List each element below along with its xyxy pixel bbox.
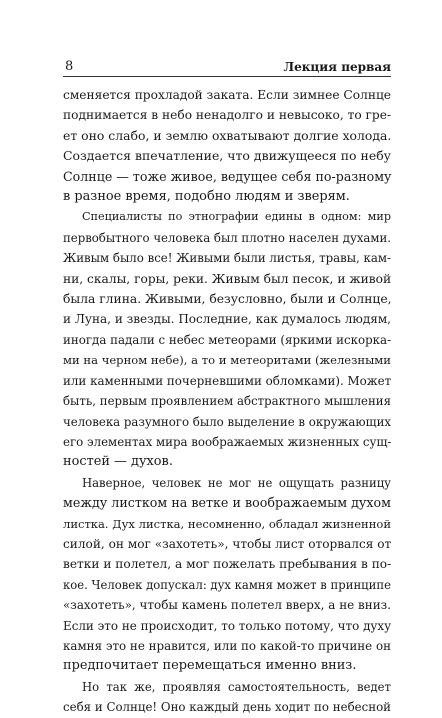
running-title: Лекция первая	[283, 60, 391, 74]
text-line: поднимается в небо ненадолго и невысоко, то гре-	[63, 108, 392, 123]
text-line: ми на черном небе), а то и метеоритами (железными	[63, 353, 391, 368]
text-line: человека разумного было выделение в окружающих	[63, 414, 392, 429]
text-line: его элементах мира воображаемых жизненных сущ-	[63, 434, 392, 449]
text-line: ни, скалы, горы, реки. Живым был песок, и живой	[63, 271, 392, 286]
page-header	[63, 58, 391, 77]
text-line: силой, он мог «захотеть», чтобы лист оторвался от	[63, 536, 392, 551]
text-line: листка. Дух листка, несомненно, обладал жизненной	[63, 516, 391, 531]
text-line: или каменными почерневшими обломками). Может	[63, 373, 392, 388]
text-line: Живым было все! Живыми были листья, травы, кам-	[63, 251, 391, 266]
text-line: «захотеть», чтобы камень полетел вверх, а не вниз.	[63, 598, 391, 613]
text-line: сменяется прохладой заката. Если зимнее Солнце	[63, 88, 391, 102]
text-line: Если это не происходит, то только потому, что духу	[63, 618, 392, 633]
paragraph	[63, 207, 391, 472]
text-line: ностей — духов.	[63, 454, 173, 470]
text-line: Наверное, человек не мог не ощущать разницу	[82, 475, 391, 490]
text-line: камня это не нравится, или по какой-то причине он	[63, 638, 391, 653]
text-line: кое. Человек допускал: дух камня может в принципе	[63, 577, 391, 592]
text-line: быть, первым проявлением абстрактного мышления	[63, 394, 391, 409]
text-line: была глина. Живыми, безусловно, были и Солнце,	[63, 292, 392, 307]
text-line: иногда падали с небес метеорами (яркими искорка-	[63, 332, 392, 347]
text-line: ветки и полетел, а мог пожелать пребывания в по-	[63, 557, 392, 572]
text-line: в разное время, подобно людям и зверям.	[63, 189, 350, 205]
paragraph	[63, 677, 391, 718]
text-line: Специалисты по этнографии едины в одном: мир	[82, 210, 391, 224]
text-line: себя и Солнце! Оно каждый день ходит по небесной	[63, 700, 392, 715]
paragraph	[63, 473, 391, 677]
text-line: предпочитает перемещаться именно вниз.	[63, 658, 357, 674]
page-number: 8	[65, 59, 74, 74]
text-line: первобытного человека был плотно населен духами.	[63, 230, 391, 245]
text-line: ет оно слабо, и землю охватывают долгие холода.	[63, 127, 392, 143]
text-line: Создается впечатление, что движущееся по небу	[63, 148, 391, 164]
text-line: и Луна, и звезды. Последние, как думалось людям,	[63, 312, 391, 327]
paragraph	[63, 85, 391, 207]
text-line: Солнце — тоже живое, ведущее себя по-разному	[63, 168, 392, 184]
body-text	[63, 85, 391, 718]
text-line: Но так же, проявляя самостоятельность, ведет	[82, 679, 391, 694]
text-line: между листком на ветке и воображаемым духом	[63, 495, 391, 511]
